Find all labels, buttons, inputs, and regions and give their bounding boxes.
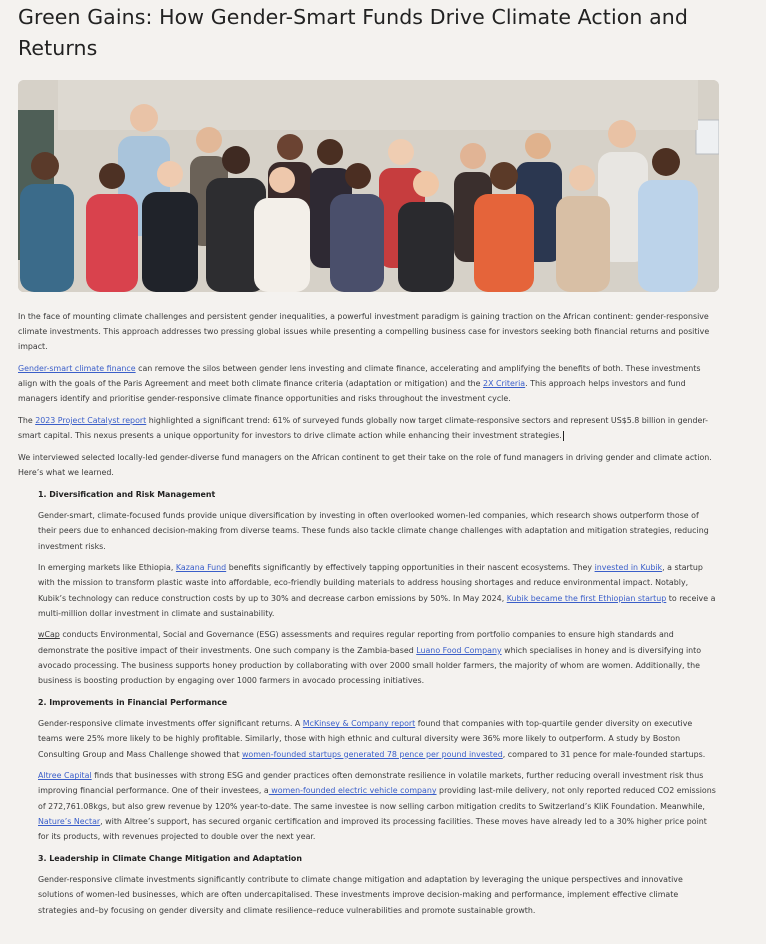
- natures-nectar-link[interactable]: Nature’s Nectar: [38, 816, 101, 826]
- women-founded-startups-link[interactable]: women-founded startups generated 78 pence per pound invested: [241, 749, 503, 759]
- paragraph-interview-intro: We interviewed selected locally-led gender-diverse fund managers on the African continent to get their take on the role of fund managers in driving gender and climate action. Here’s what we learned.: [18, 452, 712, 477]
- electric-vehicle-company-link[interactable]: women-founded electric vehicle company: [268, 786, 437, 796]
- mckinsey-report-link[interactable]: McKinsey & Company report: [302, 719, 416, 729]
- hero-image: [18, 80, 719, 292]
- section-heading-diversification: 1. Diversification and Risk Management: [38, 489, 216, 499]
- altree-capital-link[interactable]: Altree Capital: [38, 771, 92, 781]
- group-photo-illustration: [18, 80, 719, 292]
- wcap-link[interactable]: wCap: [38, 630, 60, 640]
- paragraph-diversification: Gender-smart, climate-focused funds provide unique diversification by investing in often overlooked women-led companies, which research shows outperform those of their peers due to enhanced decision-making from diverse teams. These funds also tackle climate change challenges with adaptation and mitigation strategies, reducing investment risks.: [38, 511, 709, 551]
- project-catalyst-report-link[interactable]: 2023 Project Catalyst report: [35, 416, 147, 425]
- gender-smart-climate-finance-link[interactable]: Gender-smart climate finance: [18, 364, 136, 373]
- paragraph-project-catalyst: The 2023 Project Catalyst report highlighted a significant trend: 61% of surveyed funds globally now target climate-responsive sectors and represent US$5.8 billion in gender-smart capital. This nexus presents a unique opportunity for investors to drive climate action while enhancing their investment strategies.: [18, 416, 708, 441]
- article-title: Green Gains: How Gender-Smart Funds Drive Climate Action and Returns: [18, 5, 688, 60]
- section-heading-financial-performance: 2. Improvements in Financial Performance: [38, 697, 228, 707]
- intro-paragraph: In the face of mounting climate challenges and persistent gender inequalities, a powerful investment paradigm is gaining traction on the African continent: gender-responsive climate investments. This approach addresses two pressing global issues while presenting a compelling business case for investors seeking both financial returns and positive impact.: [18, 312, 710, 352]
- article-body: [18, 309, 718, 924]
- kubik-first-ethiopian-startup-link[interactable]: Kubik became the first Ethiopian startup: [506, 593, 667, 603]
- invested-in-kubik-link[interactable]: invested in Kubik: [594, 563, 663, 573]
- paragraph-mckinsey: Gender-responsive climate investments offer significant returns. A McKinsey & Company report found that companies with top-quartile gender diversity on executive teams were 25% more likely to be highly profitable. Similarly, those with high ethnic and cultural diversity were 36% more likely to outperform. A study by Boston Consulting Group and Mass Challenge showed that women-founded startups generated 78 pence per pound invested, compared to 31 pence for male-founded startups.: [38, 719, 706, 759]
- section-heading-leadership: 3. Leadership in Climate Change Mitigation and Adaptation: [38, 853, 302, 863]
- paragraph-kazana: In emerging markets like Ethiopia, Kazana Fund benefits significantly by effectively tapping opportunities in their nascent ecosystems. They invested in Kubik, a startup with the mission to transform plastic waste into affordable, eco-friendly building materials to address housing shortages and reduce environmental impact. Notably, Kubik’s technology can reduce construction costs by up to 30% and decrease carbon emissions by 50%. In May 2024, Kubik became the first Ethiopian startup to receive a multi-million dollar investment in climate and sustainability.: [38, 563, 716, 618]
- 2x-criteria-link[interactable]: 2X Criteria: [483, 379, 526, 389]
- kazana-fund-link[interactable]: Kazana Fund: [175, 563, 227, 573]
- paragraph-leadership: Gender-responsive climate investments significantly contribute to climate change mitigation and adaptation by leveraging the unique perspectives and innovative solutions of women-led businesses, which are often undercapitalised. These investments improve decision-making and performance, implement effective climate strategies and–by focusing on gender diversity and climate resilience–reduce vulnerabilities and promote sustainable growth.: [38, 875, 683, 915]
- luano-food-company-link[interactable]: Luano Food Company: [416, 645, 502, 655]
- paragraph-wcap: wCap conducts Environmental, Social and Governance (ESG) assessments and requires regular reporting from portfolio companies to ensure high standards and demonstrate the positive impact of their investments. One such company is the Zambia-based Luano Food Company which specialises in honey and is diversifying into avocado processing. The business supports honey production by collaborating with over 2000 small holder farmers, the majority of whom are women. Additionally, the business is boosting production by engaging over 1000 farmers in avocado processing initiatives.: [38, 630, 702, 685]
- paragraph-altree: Altree Capital finds that businesses with strong ESG and gender practices often demonstrate resilience in volatile markets, further reducing overall investment risk thus improving financial performance. One of their investees, a women-founded electric vehicle company providing last-mile delivery, not only reported reduced CO2 emissions of 272,761.08kgs, but also grew revenue by 120% year-to-date. The same investee is now selling carbon mitigation credits to Switzerland’s KliK Foundation. Meanwhile, Nature’s Nectar, with Altree’s support, has secured organic certification and improved its processing facilities. These moves have already led to a 30% higher price point for its products, with revenues projected to double over the next year.: [38, 771, 716, 841]
- text-cursor: [563, 431, 564, 441]
- paragraph-gender-smart: Gender-smart climate finance can remove the silos between gender lens investing and climate finance, accelerating and amplifying the benefits of both. These investments align with the goals of the Paris Agreement and meet both climate finance criteria (adaptation or mitigation) and the 2X Criteria. This approach helps investors and fund managers identify and prioritise gender-responsive climate finance opportunities and risks throughout the investment cycle.: [18, 364, 701, 404]
